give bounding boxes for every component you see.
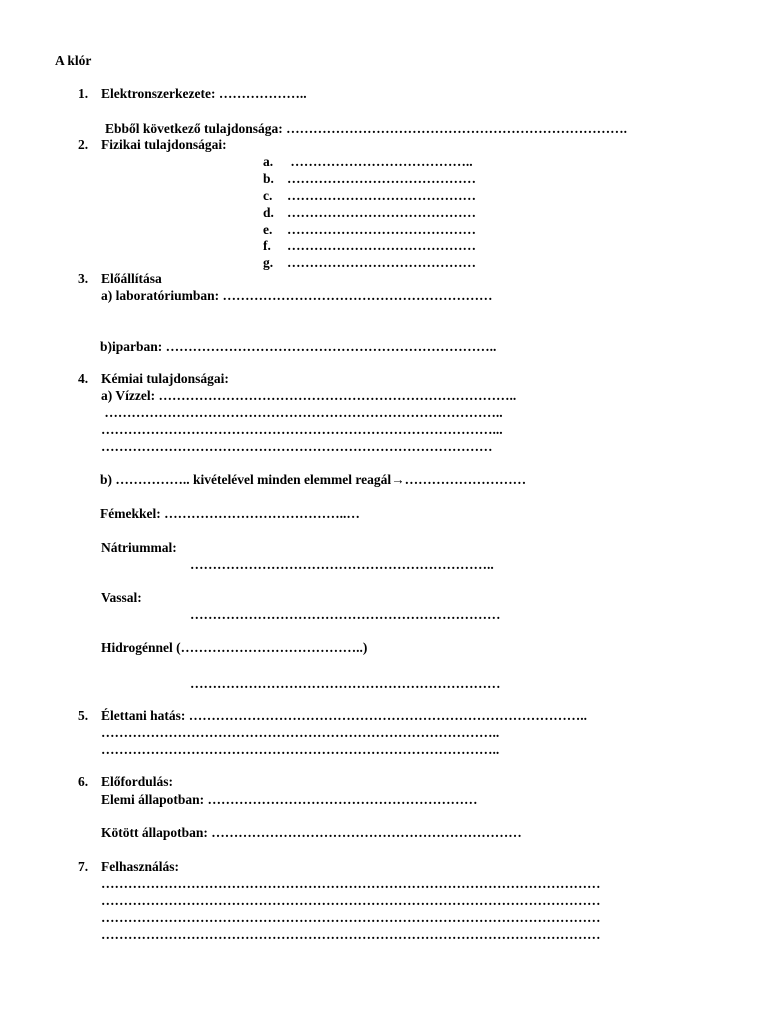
hydrogen-line: Hidrogénnel (…………………………………..) bbox=[101, 640, 368, 655]
lab-production-line: a) laboratóriumban: …………………………………………………… bbox=[101, 288, 493, 303]
physical-heading: Fizikai tulajdonságai: bbox=[101, 137, 227, 152]
usage-line: ………………………………………………………………………………………………… bbox=[101, 876, 601, 891]
physical-item-blank: …………………………………… bbox=[287, 222, 476, 237]
sodium-label: Nátriummal: bbox=[101, 540, 177, 555]
physical-item-letter: f. bbox=[263, 238, 271, 253]
consequence-line: Ebből következő tulajdonsága: …………………………………………………………………. bbox=[105, 121, 628, 136]
physical-item-blank: …………………………………… bbox=[287, 255, 476, 270]
bound-state-line: Kötött állapotban: …………………………………………………………… bbox=[101, 825, 522, 840]
iron-label: Vassal: bbox=[101, 590, 142, 605]
water-line-3: ……………………………………………………………………………... bbox=[101, 422, 503, 437]
physiological-line-3: …………………………………………………………………………….. bbox=[101, 742, 500, 757]
physical-item-blank: …………………………………… bbox=[287, 171, 476, 186]
industrial-production-line: b)iparban: ……………………………………………………………….. bbox=[100, 339, 497, 354]
physical-item-letter: e. bbox=[263, 222, 273, 237]
physiological-line-2: …………………………………………………………………………….. bbox=[101, 725, 500, 740]
section-3-number: 3. bbox=[78, 271, 89, 286]
water-line-2: …………………………………………………………………………….. bbox=[101, 405, 503, 420]
physiological-line: Élettani hatás: …………………………………………………………………………….. bbox=[101, 708, 587, 723]
reacts-all-elements-line: b) …………….. kivételével minden elemmel reagál→……………………… bbox=[100, 472, 527, 487]
production-heading: Előállítása bbox=[101, 271, 162, 286]
sodium-blank: ………………………………………………………….. bbox=[190, 557, 494, 572]
chemical-heading: Kémiai tulajdonságai: bbox=[101, 371, 229, 386]
section-6-number: 6. bbox=[78, 774, 89, 789]
physical-item-letter: c. bbox=[263, 188, 273, 203]
occurrence-heading: Előfordulás: bbox=[101, 774, 174, 789]
physical-item-blank: …………………………………… bbox=[287, 205, 476, 220]
section-7-number: 7. bbox=[78, 859, 89, 874]
hydrogen-blank: …………………………………………………………… bbox=[190, 676, 501, 691]
physical-item-letter: a. bbox=[263, 154, 274, 169]
physical-item-blank: ………………………………….. bbox=[287, 154, 473, 169]
section-4-number: 4. bbox=[78, 371, 89, 386]
page-title: A klór bbox=[55, 53, 92, 68]
metals-line: Fémekkel: …………………………………..… bbox=[100, 506, 360, 521]
section-5-number: 5. bbox=[78, 708, 89, 723]
physical-item-blank: …………………………………… bbox=[287, 188, 476, 203]
electron-config-line: Elektronszerkezete: ……………….. bbox=[101, 86, 307, 101]
iron-blank: …………………………………………………………… bbox=[190, 607, 501, 622]
usage-line: ………………………………………………………………………………………………… bbox=[101, 910, 601, 925]
usage-line: ………………………………………………………………………………………………… bbox=[101, 893, 601, 908]
section-1-number: 1. bbox=[78, 86, 89, 101]
physical-item-letter: b. bbox=[263, 171, 274, 186]
usage-heading: Felhasználás: bbox=[101, 859, 180, 874]
section-2-number: 2. bbox=[78, 137, 89, 152]
elemental-state-line: Elemi állapotban: …………………………………………………… bbox=[101, 792, 478, 807]
physical-item-blank: …………………………………… bbox=[287, 238, 476, 253]
usage-line: ………………………………………………………………………………………………… bbox=[101, 927, 601, 942]
physical-item-letter: d. bbox=[263, 205, 274, 220]
physical-item-letter: g. bbox=[263, 255, 274, 270]
water-line: a) Vízzel: …………………………………………………………………….. bbox=[101, 388, 517, 403]
water-line-4: …………………………………………………………………………… bbox=[101, 439, 493, 454]
